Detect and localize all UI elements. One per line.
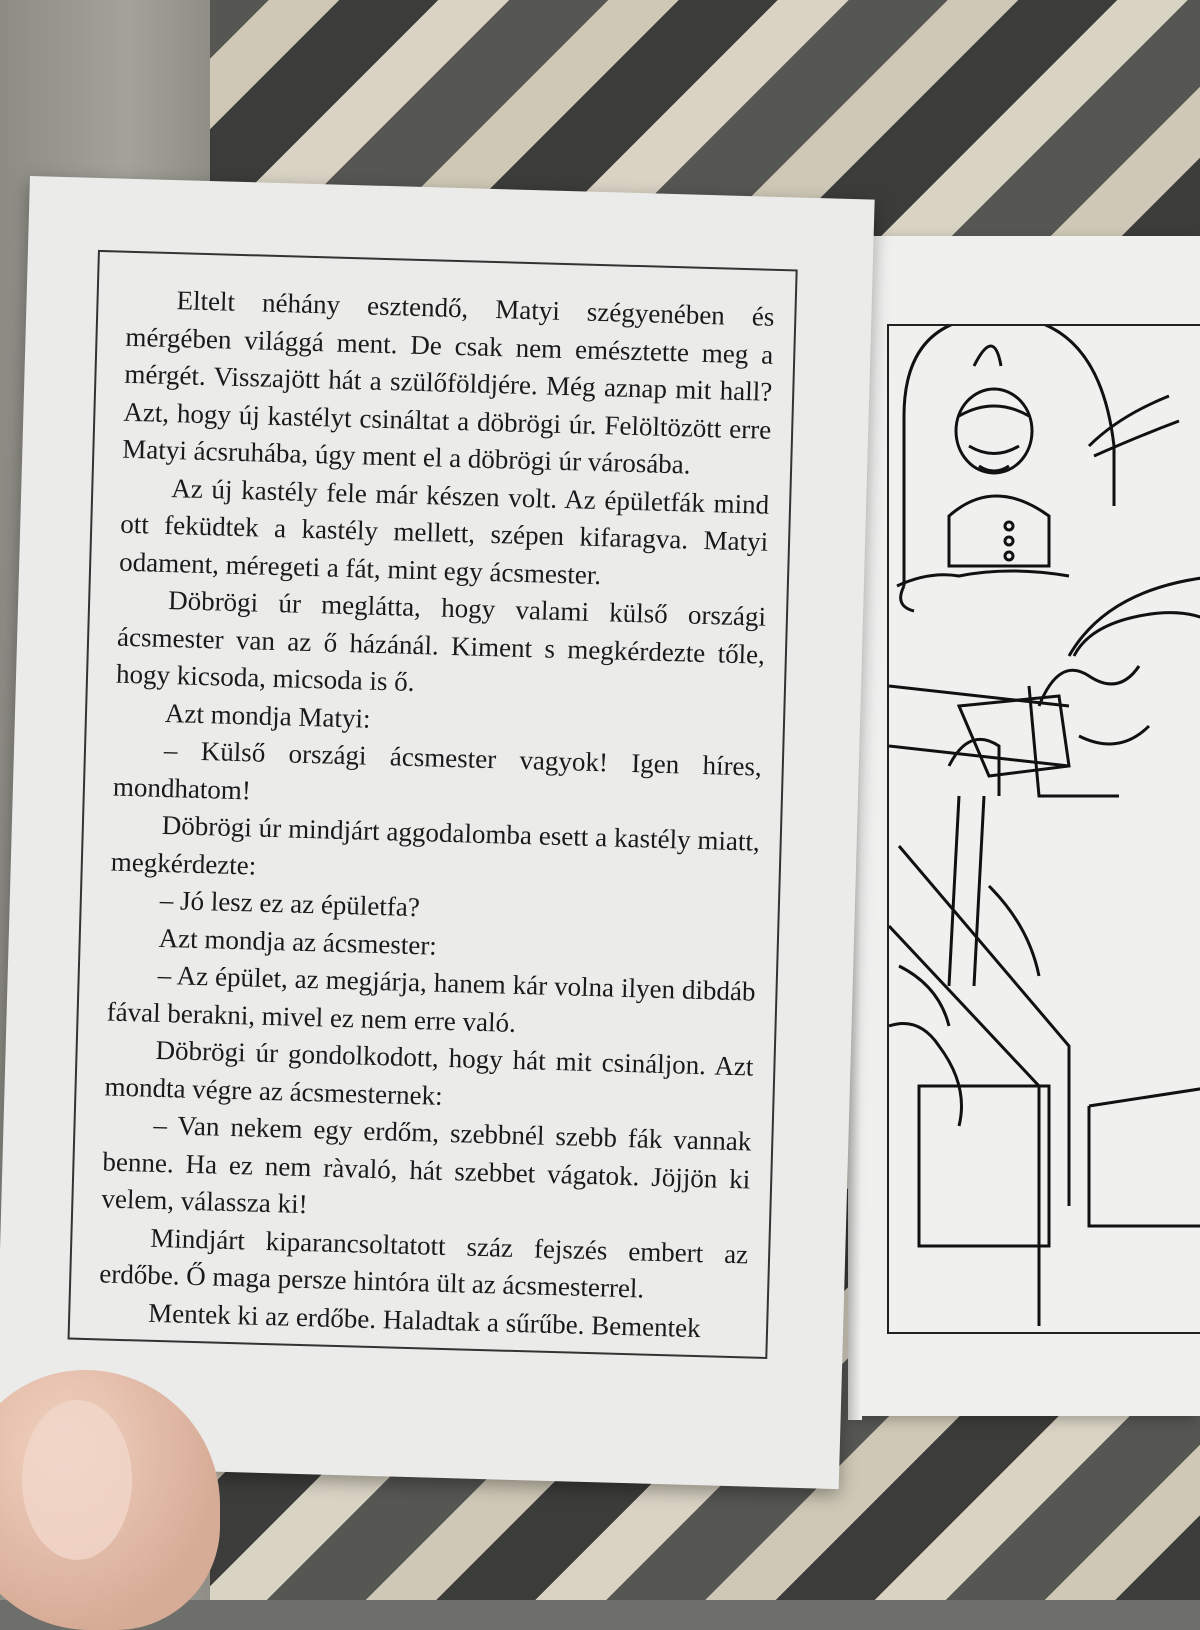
dialogue-line: – Külső országi ácsmester vagyok! Igen híres, mondhatom! bbox=[112, 734, 763, 805]
paragraph: Mindjárt kiparancsoltatott száz fejszés embert az erdőbe. Ő maga persze hintóra ült az ácsmesterrel. bbox=[98, 1222, 749, 1304]
paragraph: Azt mondja Matyi: bbox=[164, 697, 371, 734]
paragraph: Eltelt néhány esztendő, Matyi szégyenében és mérgében világgá ment. De csak nem emésztette meg a mérgét. Visszajött hát a szülőföldjére. Még aznap mit hall? Azt, hogy új kastélyt csináltat a döbrögi úr. Felöltözött erre Matyi ácsruhába, úgy ment el a döbrögi úr városába. bbox=[122, 285, 775, 480]
left-page bbox=[0, 176, 875, 1489]
coloring-illustration bbox=[887, 324, 1200, 1334]
thumbnail-nail bbox=[22, 1400, 132, 1560]
paragraph: Döbrögi úr meglátta, hogy valami külső országi ácsmester van az ő házánál. Kiment s megkérdezte tőle, hogy kicsoda, micsoda is ő. bbox=[115, 585, 767, 697]
right-page bbox=[855, 236, 1200, 1416]
dialogue-line: – Van nekem egy erdőm, szebbnél szebb fák vannak benne. Ha ez nem ràvaló, hát szebbet vágatok. Jöjjön ki velem, válassza ki! bbox=[101, 1109, 752, 1220]
dialogue-line: – Jó lesz ez az épületfa? bbox=[159, 884, 421, 923]
dialogue-line: – Az épület, az megjárja, hanem kár volna ilyen dibdáb fával berakni, mivel ez nem erre való. bbox=[106, 959, 756, 1038]
paragraph: Az új kastély fele már készen volt. Az épületfák mind ott feküdtek a kastély mellett, szépen kifaragva. Matyi odament, méregeti a fát, mint egy ácsmester. bbox=[118, 472, 770, 590]
paragraph: Döbrögi úr mindjárt aggodalomba esett a kastély miatt, megkérdezte: bbox=[110, 809, 761, 881]
text-frame bbox=[68, 250, 798, 1359]
paragraph: Döbrögi úr gondolkodott, hogy hát mit csináljon. Azt mondta végre az ácsmesternek: bbox=[104, 1034, 754, 1111]
paragraph: Mentek ki az erdőbe. Haladtak a sűrűbe. Bementek bbox=[147, 1297, 702, 1343]
paragraph: Azt mondja az ácsmester: bbox=[158, 922, 438, 961]
